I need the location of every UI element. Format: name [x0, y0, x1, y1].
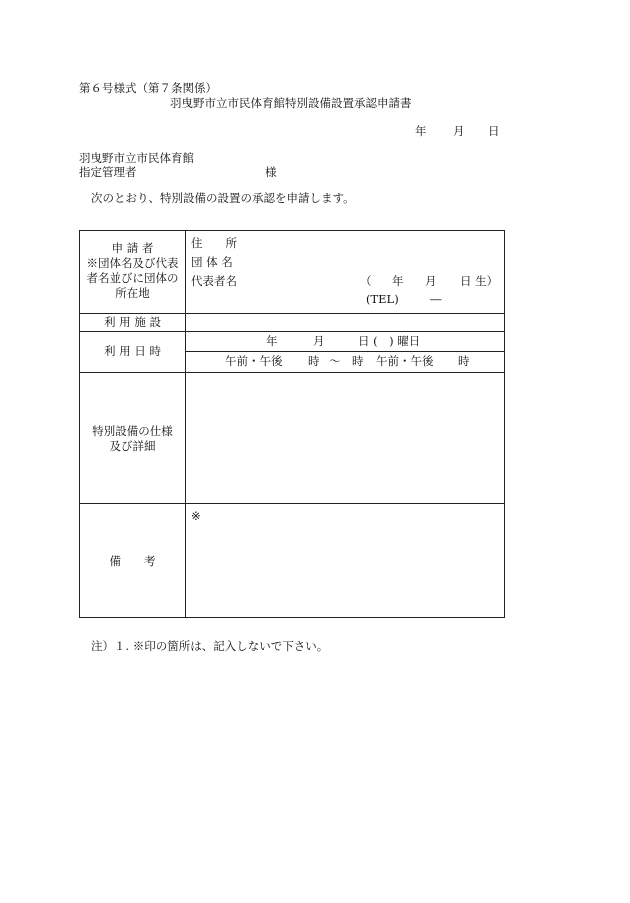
- time-ampm-start: 午前・午後: [225, 354, 283, 368]
- row-divider: [80, 372, 504, 373]
- intro-text: 次のとおり、特別設備の設置の承認を申請します。: [91, 191, 355, 205]
- spec-label-line-1: 特別設備の仕様: [92, 424, 173, 438]
- representative-label: 代表者名: [191, 274, 237, 288]
- address-label: 住 所: [191, 236, 237, 250]
- spec-label-line-2: 及び詳細: [109, 439, 156, 453]
- applicant-note-line-1: ※団体名及び代表: [86, 256, 179, 270]
- remarks-mark: ※: [191, 509, 201, 523]
- usage-day-weekday: 日 ( ) 曜日: [358, 334, 421, 348]
- birth-paren-open: （: [360, 274, 372, 288]
- date-year-label: 年: [415, 124, 427, 138]
- applicant-note-line-3: 所在地: [115, 286, 150, 300]
- tel-label: (TEL): [366, 292, 399, 306]
- tel-dash: ―: [430, 292, 442, 306]
- column-divider: [185, 231, 186, 617]
- remarks-label: 備 考: [109, 554, 156, 568]
- usage-year-label: 年: [266, 334, 278, 348]
- birth-month-label: 月: [425, 274, 437, 288]
- facility-label: 利 用 施 設: [104, 315, 161, 329]
- time-hour-final: 時: [458, 354, 470, 368]
- addressee-facility: 羽曳野市立市民体育館: [79, 151, 194, 165]
- document-title: 羽曳野市立市民体育館特別設備設置承認申請書: [170, 96, 412, 110]
- time-ampm-end: 午前・午後: [376, 354, 434, 368]
- form-number: 第６号様式（第７条関係）: [79, 81, 217, 95]
- row-divider: [80, 313, 504, 314]
- row-divider: [80, 503, 504, 504]
- group-name-label: 団 体 名: [191, 255, 233, 269]
- application-form-table: [79, 230, 505, 618]
- time-hour-start: 時: [308, 354, 320, 368]
- addressee-manager: 指定管理者: [79, 165, 137, 179]
- row-divider: [80, 331, 504, 332]
- applicant-label: 申 請 者: [111, 241, 154, 255]
- addressee-honorific: 様: [265, 165, 277, 179]
- date-month-label: 月: [453, 124, 465, 138]
- date-day-label: 日: [488, 124, 500, 138]
- birth-day-label: 日 生）: [460, 274, 499, 288]
- time-tilde: 〜: [329, 354, 341, 368]
- date-row-divider: [185, 351, 504, 352]
- usage-date-label: 利 用 日 時: [104, 344, 161, 358]
- applicant-note-line-2: 者名並びに団体の: [86, 271, 179, 285]
- birth-year-label: 年: [392, 274, 404, 288]
- usage-month-label: 月: [313, 334, 325, 348]
- time-hour-end: 時: [352, 354, 364, 368]
- footnote: 注）１. ※印の箇所は、記入しないで下さい。: [91, 639, 329, 653]
